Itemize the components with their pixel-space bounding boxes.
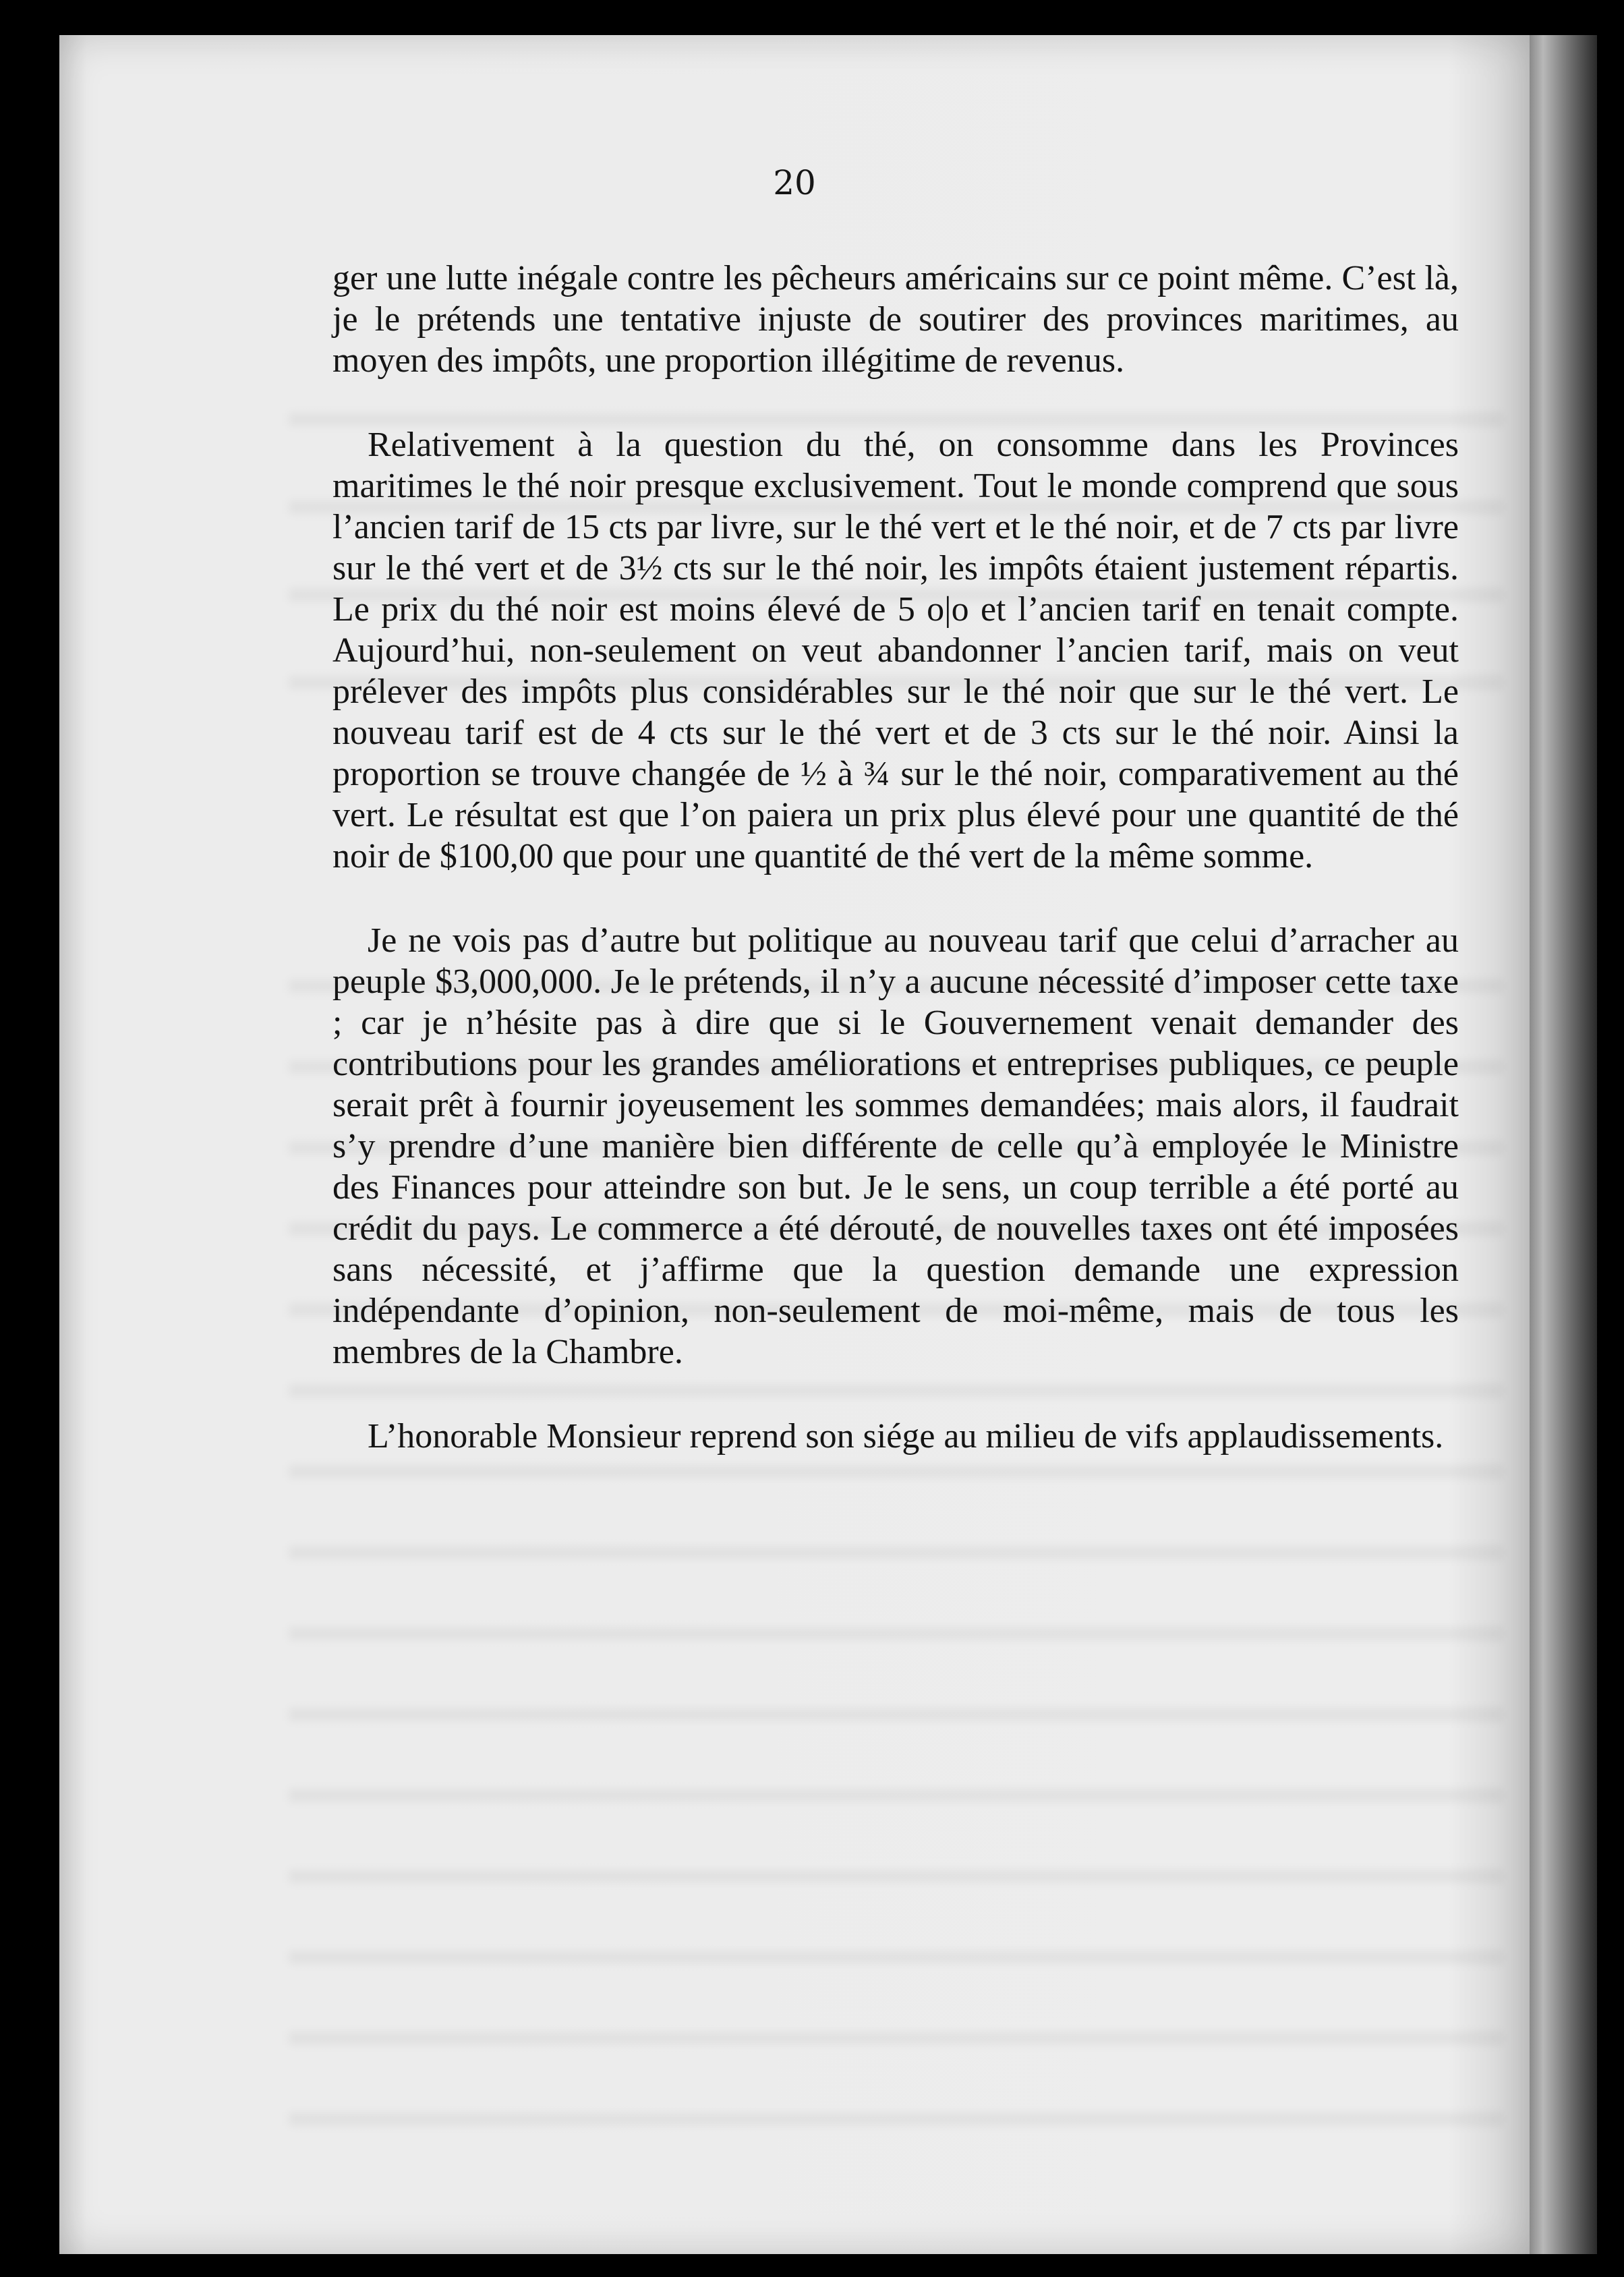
- page-edge-shadow: [1530, 35, 1597, 2254]
- book-page: [59, 35, 1530, 2254]
- paragraph-4: L’honorable Monsieur reprend son siége au milieu de vifs applaudissements.: [368, 1417, 1444, 1455]
- paragraph-3: Je ne vois pas d’autre but politique au nouveau tarif que celui d’arracher au peuple $3,000,000. Je le prétends, il n’y a aucune nécessité d’imposer cette taxe ; car je n’hésite pas à dire que si le Gouvernement venait demander des contributions pour les grandes améliorations et entreprises publiques, ce peuple serait prêt à fournir joyeusement les sommes demandées; mais alors, il faudrait s’y prendre d’une manière bien différente de celle qu’à employée le Ministre des Finances pour atteindre son but. Je le sens, un coup terrible a été porté au crédit du pays. Le commerce a été dérouté, de nouvelles taxes ont été imposées sans nécessité, et j’affirme que la question demande une expression indépendante d’opinion, non-seulement de moi-même, mais de tous les membres de la Chambre.: [332, 921, 1459, 1371]
- body-text: [332, 258, 1459, 1457]
- page-number: 20: [773, 163, 816, 202]
- paragraph-1: ger une lutte inégale contre les pêcheurs américains sur ce point même. C’est là, je le prétends une tentative injuste de soutirer des provinces maritimes, au moyen des impôts, une proportion illégitime de revenus.: [332, 259, 1459, 380]
- paragraph-2: Relativement à la question du thé, on consomme dans les Provinces maritimes le thé noir presque exclusivement. Tout le monde comprend que sous l’ancien tarif de 15 cts par livre, sur le thé vert et le thé noir, et de 7 cts par livre sur le thé vert et de 3½ cts sur le thé noir, les impôts étaient justement répartis. Le prix du thé noir est moins élevé de 5 o|o et l’ancien tarif en tenait compte. Aujourd’hui, non-seulement on veut abandonner l’ancien tarif, mais on veut prélever des impôts plus considérables sur le thé noir que sur le thé vert. Le nouveau tarif est de 4 cts sur le thé vert et de 3 cts sur le thé noir. Ainsi la proportion se trouve changée de ½ à ¾ sur le thé noir, comparativement au thé vert. Le résultat est que l’on paiera un prix plus élevé pour une quantité de thé noir de $100,00 que pour une quantité de thé vert de la même somme.: [332, 426, 1459, 875]
